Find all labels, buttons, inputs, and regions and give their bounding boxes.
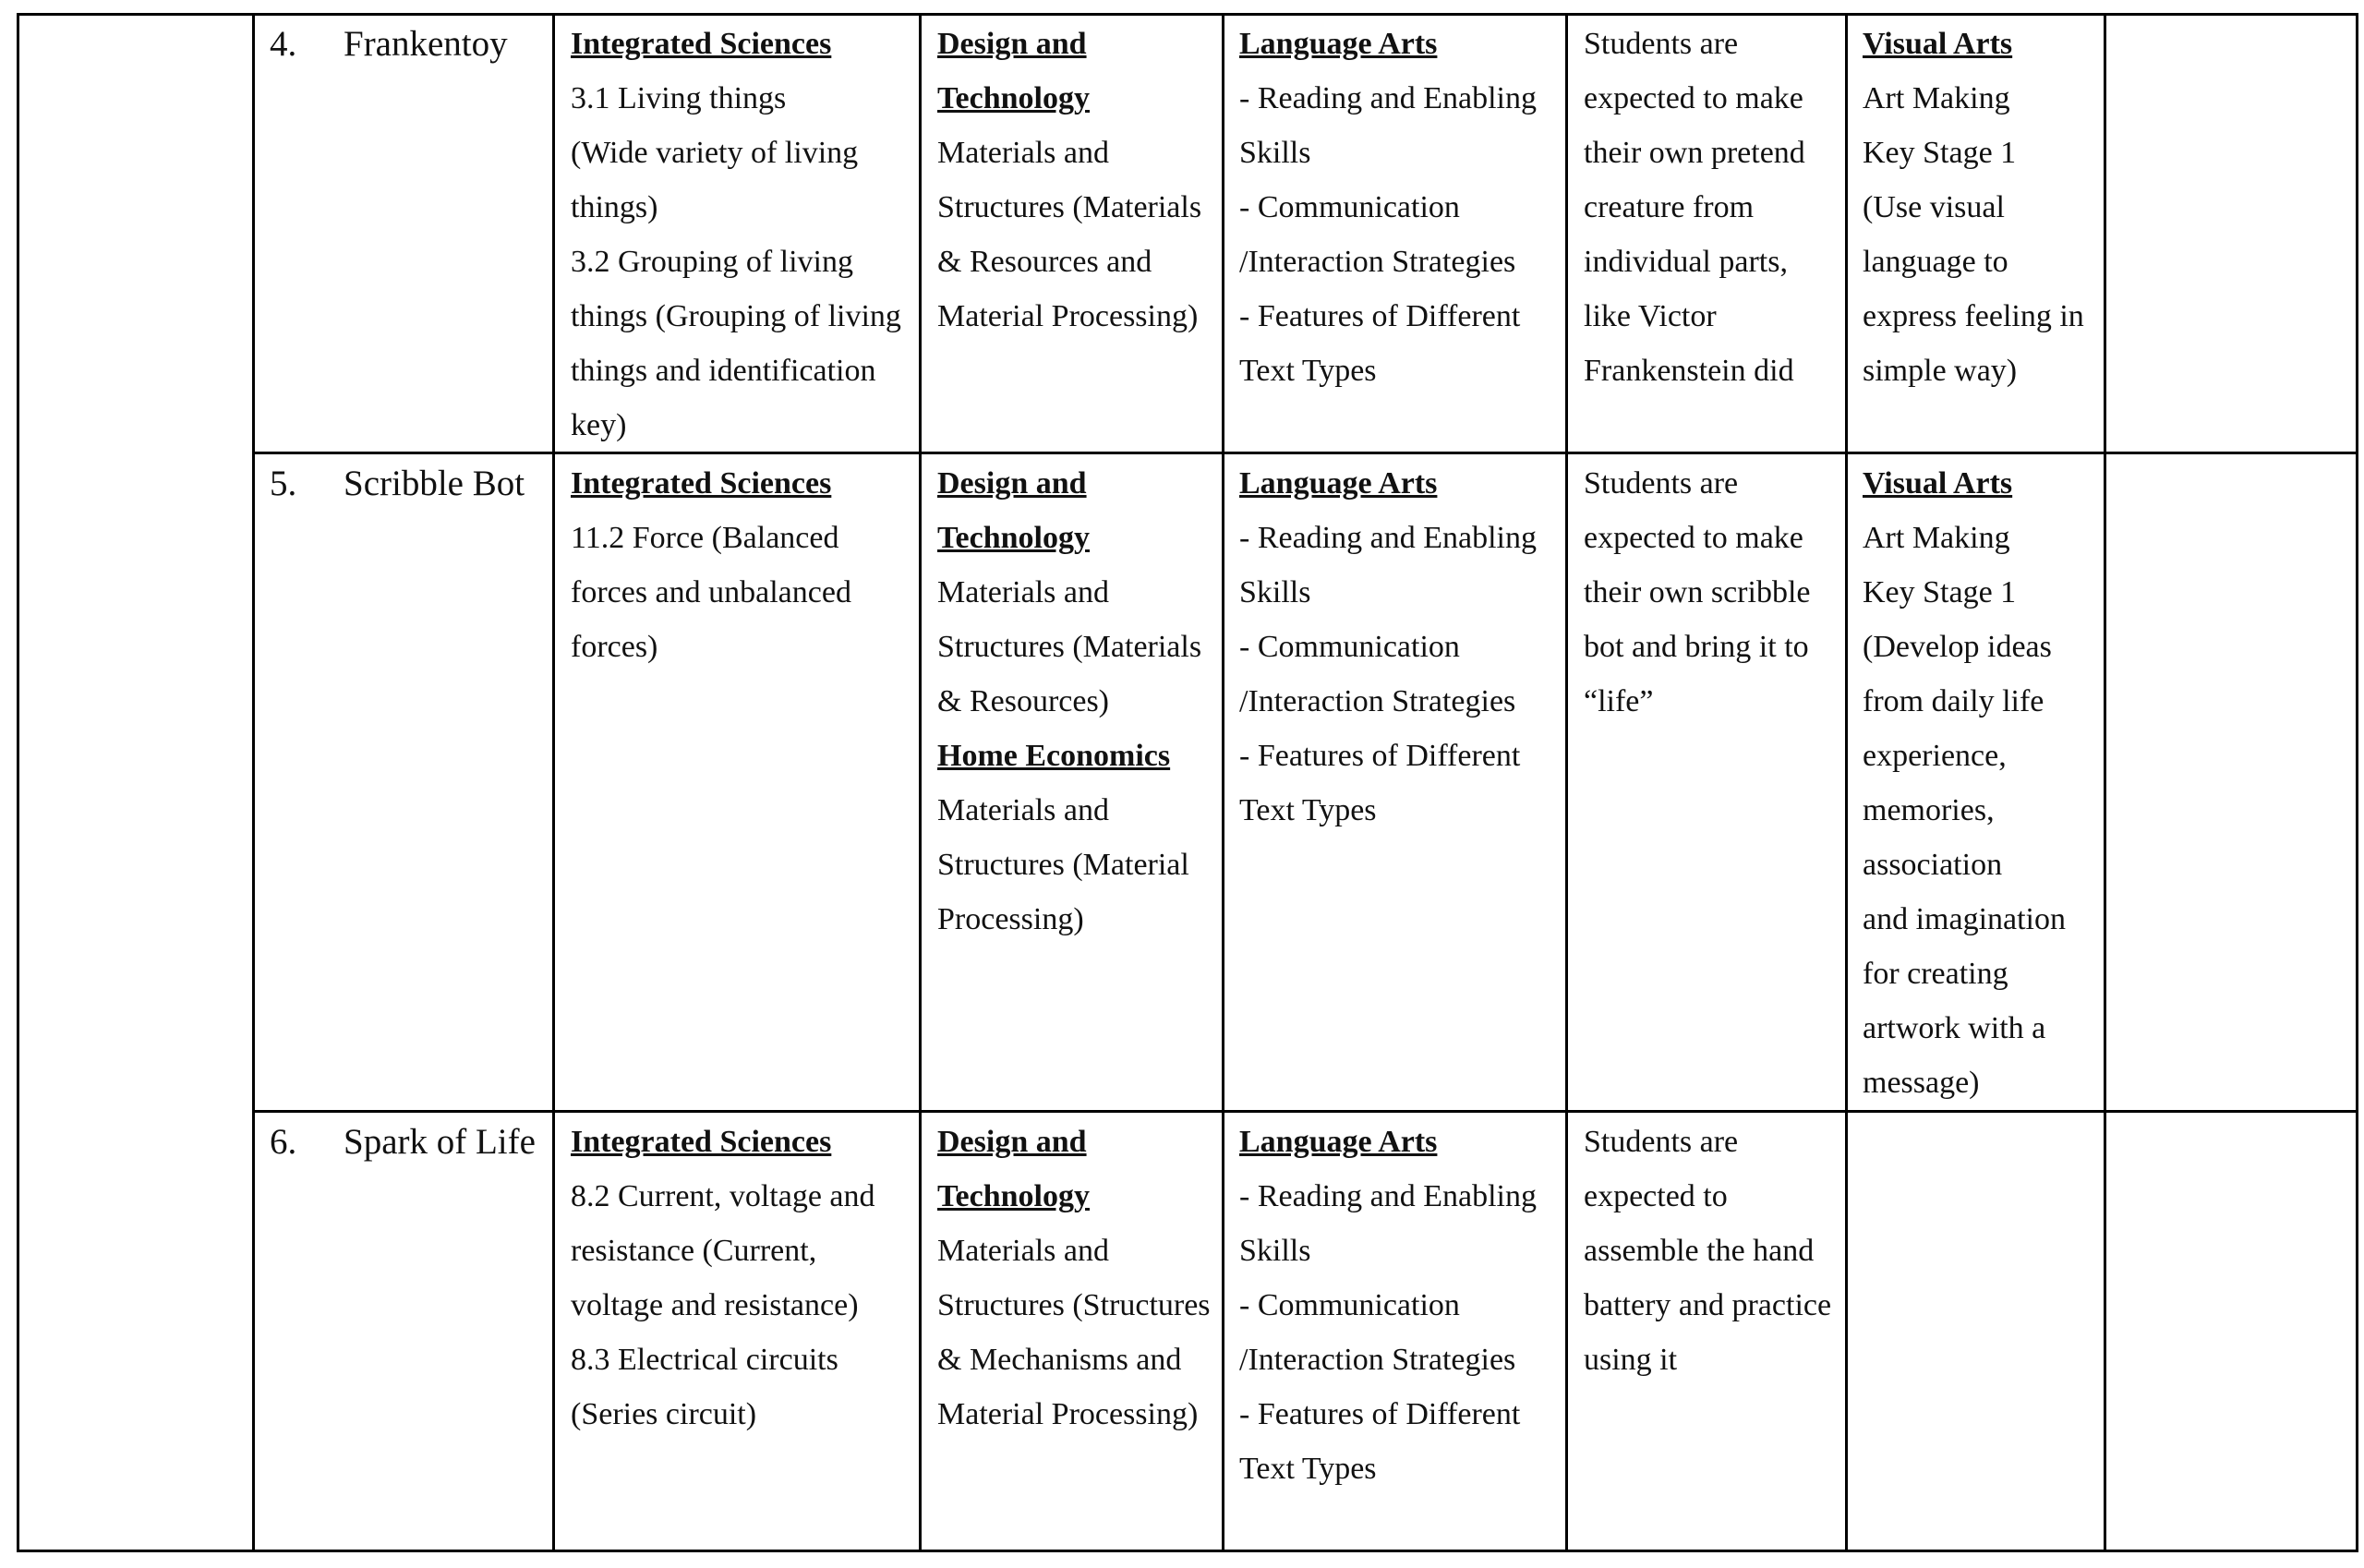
cell-line: & Mechanisms and <box>937 1343 1182 1377</box>
subject-heading: Design and <box>937 1125 1087 1159</box>
cell-line: simple way) <box>1863 354 2018 388</box>
cell-line: Art Making <box>1863 81 2010 115</box>
cell-line: for creating <box>1863 957 2008 991</box>
cell-line: Skills <box>1239 575 1311 609</box>
column-divider <box>1222 13 1224 1552</box>
design-technology-cell <box>937 1115 1211 1441</box>
cell-line: express feeling in <box>1863 299 2084 333</box>
cell-line: Key Stage 1 <box>1863 136 2017 170</box>
cell-line: things (Grouping of living <box>571 299 901 333</box>
cell-line: 3.2 Grouping of living <box>571 245 853 279</box>
cell-line: Materials and <box>937 793 1109 827</box>
language-arts-cell <box>1239 456 1537 838</box>
subject-heading: Language Arts <box>1239 466 1438 501</box>
column-divider <box>252 13 255 1552</box>
cell-line: - Features of Different <box>1239 1397 1521 1431</box>
cell-line: expected to make <box>1584 521 1803 555</box>
row-title-5 <box>270 456 525 511</box>
cell-line: (Use visual <box>1863 190 2005 224</box>
cell-line: Materials and <box>937 136 1109 170</box>
cell-line: Structures (Material <box>937 848 1189 882</box>
cell-line: Text Types <box>1239 1452 1377 1486</box>
subject-heading: Technology <box>937 521 1091 555</box>
cell-line: Materials and <box>937 1234 1109 1268</box>
cell-line: Art Making <box>1863 521 2010 555</box>
cell-line: Skills <box>1239 136 1311 170</box>
table-left-border <box>17 13 19 1552</box>
cell-line: Structures (Materials <box>937 190 1202 224</box>
row-divider <box>252 1110 2358 1113</box>
cell-line: /Interaction Strategies <box>1239 684 1516 718</box>
cell-line: Text Types <box>1239 354 1377 388</box>
subject-heading: Visual Arts <box>1863 466 2013 501</box>
expectation-cell <box>1584 456 1811 729</box>
row-number: 5. <box>270 464 297 503</box>
subject-heading: Integrated Sciences <box>571 466 832 501</box>
table-top-border <box>17 13 2358 16</box>
column-divider <box>552 13 555 1552</box>
subject-heading: Home Economics <box>937 739 1171 773</box>
cell-line: 3.1 Living things <box>571 81 787 115</box>
subject-heading: Technology <box>937 81 1091 115</box>
integrated-sciences-cell <box>571 17 901 452</box>
cell-line: their own pretend <box>1584 136 1805 170</box>
row-number: 4. <box>270 24 297 64</box>
cell-line: (Develop ideas <box>1863 630 2052 664</box>
visual-arts-cell <box>1863 17 2084 398</box>
cell-line: 8.2 Current, voltage and <box>571 1179 875 1213</box>
cell-line: - Communication <box>1239 190 1460 224</box>
cell-line: Material Processing) <box>937 1397 1199 1431</box>
cell-line: & Resources and <box>937 245 1152 279</box>
subject-heading: Integrated Sciences <box>571 1125 832 1159</box>
cell-line: 8.3 Electrical circuits <box>571 1343 838 1377</box>
row-title: Spark of Life <box>344 1122 536 1162</box>
cell-line: expected to <box>1584 1179 1728 1213</box>
cell-line: bot and bring it to <box>1584 630 1809 664</box>
cell-line: - Communication <box>1239 1288 1460 1322</box>
cell-line: & Resources) <box>937 684 1110 718</box>
design-technology-cell <box>937 17 1201 344</box>
cell-line: from daily life <box>1863 684 2044 718</box>
cell-line: memories, <box>1863 793 1995 827</box>
cell-line: - Features of Different <box>1239 739 1521 773</box>
cell-line: /Interaction Strategies <box>1239 245 1516 279</box>
column-divider <box>2104 13 2106 1552</box>
subject-heading: Language Arts <box>1239 1125 1438 1159</box>
cell-line: Material Processing) <box>937 299 1199 333</box>
cell-line: Frankenstein did <box>1584 354 1794 388</box>
cell-line: voltage and resistance) <box>571 1288 859 1322</box>
row-title-4 <box>270 17 508 71</box>
row-title-6 <box>270 1115 536 1169</box>
cell-line: language to <box>1863 245 2008 279</box>
cell-line: Skills <box>1239 1234 1311 1268</box>
cell-line: Text Types <box>1239 793 1377 827</box>
cell-line: artwork with a <box>1863 1011 2046 1045</box>
cell-line: battery and practice <box>1584 1288 1832 1322</box>
cell-line: association <box>1863 848 2003 882</box>
cell-line: Structures (Structures <box>937 1288 1211 1322</box>
subject-heading: Design and <box>937 466 1087 501</box>
cell-line: things and identification <box>571 354 876 388</box>
expectation-cell <box>1584 1115 1831 1387</box>
language-arts-cell <box>1239 1115 1537 1496</box>
design-technology-cell <box>937 456 1201 947</box>
cell-line: assemble the hand <box>1584 1234 1815 1268</box>
integrated-sciences-cell <box>571 456 851 674</box>
cell-line: using it <box>1584 1343 1678 1377</box>
row-title: Scribble Bot <box>344 464 525 503</box>
visual-arts-cell <box>1863 456 2066 1110</box>
row-divider <box>252 452 2358 454</box>
cell-line: Students are <box>1584 27 1739 61</box>
cell-line: and imagination <box>1863 902 2067 936</box>
cell-line: key) <box>571 408 627 442</box>
cell-line: 11.2 Force (Balanced <box>571 521 839 555</box>
column-divider <box>1565 13 1568 1552</box>
cell-line: Students are <box>1584 1125 1739 1159</box>
cell-line: individual parts, <box>1584 245 1788 279</box>
cell-line: their own scribble <box>1584 575 1811 609</box>
cell-line: (Series circuit) <box>571 1397 757 1431</box>
cell-line: “life” <box>1584 684 1654 718</box>
cell-line: Materials and <box>937 575 1109 609</box>
column-divider <box>919 13 922 1552</box>
row-number: 6. <box>270 1122 297 1162</box>
subject-heading: Visual Arts <box>1863 27 2013 61</box>
subject-heading: Technology <box>937 1179 1091 1213</box>
table-bottom-border <box>17 1550 2358 1552</box>
cell-line: /Interaction Strategies <box>1239 1343 1516 1377</box>
integrated-sciences-cell <box>571 1115 875 1441</box>
cell-line: experience, <box>1863 739 2007 773</box>
cell-line: forces and unbalanced <box>571 575 851 609</box>
subject-heading: Language Arts <box>1239 27 1438 61</box>
column-divider <box>1845 13 1848 1552</box>
cell-line: resistance (Current, <box>571 1234 817 1268</box>
expectation-cell <box>1584 17 1805 398</box>
cell-line: - Reading and Enabling <box>1239 521 1537 555</box>
cell-line: Key Stage 1 <box>1863 575 2017 609</box>
cell-line: (Wide variety of living <box>571 136 859 170</box>
cell-line: things) <box>571 190 658 224</box>
subject-heading: Integrated Sciences <box>571 27 832 61</box>
cell-line: Processing) <box>937 902 1084 936</box>
cell-line: like Victor <box>1584 299 1717 333</box>
cell-line: forces) <box>571 630 658 664</box>
cell-line: - Reading and Enabling <box>1239 1179 1537 1213</box>
table-right-border <box>2356 13 2358 1552</box>
cell-line: Students are <box>1584 466 1739 501</box>
cell-line: - Features of Different <box>1239 299 1521 333</box>
cell-line: - Communication <box>1239 630 1460 664</box>
row-title: Frankentoy <box>344 24 508 64</box>
cell-line: creature from <box>1584 190 1755 224</box>
cell-line: Structures (Materials <box>937 630 1202 664</box>
cell-line: - Reading and Enabling <box>1239 81 1537 115</box>
language-arts-cell <box>1239 17 1537 398</box>
cell-line: message) <box>1863 1066 1980 1100</box>
subject-heading: Design and <box>937 27 1087 61</box>
cell-line: expected to make <box>1584 81 1803 115</box>
